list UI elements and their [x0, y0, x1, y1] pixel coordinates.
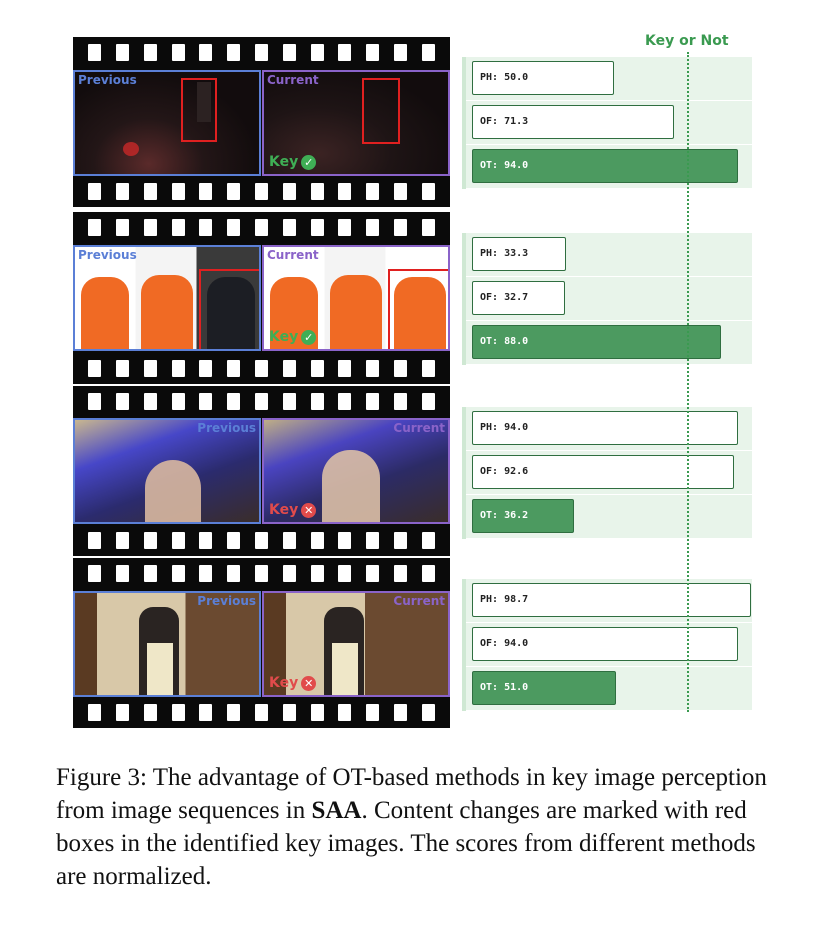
figure-caption [56, 761, 776, 893]
change-box [362, 78, 400, 144]
score-label: OT: 88.0 [480, 336, 529, 347]
score-bar-ph [472, 411, 738, 445]
score-bar-ph [472, 237, 566, 271]
score-label: OF: 32.7 [480, 292, 529, 303]
check-circle-icon: ✓ [301, 330, 316, 345]
score-label: PH: 98.7 [480, 594, 529, 605]
check-circle-icon: ✓ [301, 155, 316, 170]
sprocket-holes [73, 179, 450, 204]
film-strip-1 [73, 37, 450, 207]
group-separator [462, 579, 466, 711]
change-box [199, 269, 261, 351]
score-label: OF: 94.0 [480, 638, 529, 649]
key-indicator [269, 675, 316, 691]
previous-label: Previous [197, 594, 256, 608]
caption-text-end: . Content changes are marked with red boxes in the identified key images. The scores from different methods are normalized. [56, 797, 756, 890]
previous-label: Previous [78, 248, 137, 262]
sprocket-holes [73, 389, 450, 414]
score-bar-ot [472, 499, 574, 533]
sprocket-holes [73, 356, 450, 381]
key-or-not-label: Key or Not [645, 33, 729, 49]
film-strip-3 [73, 386, 450, 556]
previous-frame [73, 418, 261, 524]
sprocket-holes [73, 40, 450, 65]
previous-frame [73, 591, 261, 697]
key-label: Key [269, 154, 299, 170]
previous-frame [73, 70, 261, 176]
current-frame [262, 591, 450, 697]
group-separator [462, 233, 466, 365]
film-strip-4 [73, 558, 450, 728]
current-label: Current [267, 73, 319, 87]
score-bar-ot [472, 325, 721, 359]
score-label: OF: 92.6 [480, 466, 529, 477]
key-indicator [269, 329, 316, 345]
current-label: Current [393, 421, 445, 435]
change-box [388, 269, 450, 351]
score-label: OT: 51.0 [480, 682, 529, 693]
current-label: Current [267, 248, 319, 262]
score-bar-of [472, 281, 565, 315]
score-bar-ph [472, 61, 614, 95]
group-separator [462, 57, 466, 189]
key-label: Key [269, 329, 299, 345]
key-indicator [269, 154, 316, 170]
group-separator [462, 407, 466, 539]
score-label: OF: 71.3 [480, 116, 529, 127]
score-bar-of [472, 105, 674, 139]
sprocket-holes [73, 528, 450, 553]
score-label: PH: 94.0 [480, 422, 529, 433]
current-frame [262, 70, 450, 176]
previous-frame [73, 245, 261, 351]
score-label: PH: 33.3 [480, 248, 529, 259]
key-indicator [269, 502, 316, 518]
score-bar-of [472, 627, 738, 661]
score-bar-ot [472, 149, 738, 183]
previous-label: Previous [197, 421, 256, 435]
film-strip-2 [73, 212, 450, 384]
sprocket-holes [73, 700, 450, 725]
score-bar-ot [472, 671, 616, 705]
key-label: Key [269, 502, 299, 518]
current-frame [262, 245, 450, 351]
change-box [181, 78, 217, 142]
score-bar-ph [472, 583, 751, 617]
sprocket-holes [73, 561, 450, 586]
score-label: OT: 94.0 [480, 160, 529, 171]
current-label: Current [393, 594, 445, 608]
score-label: OT: 36.2 [480, 510, 529, 521]
score-label: PH: 50.0 [480, 72, 529, 83]
x-circle-icon: ✕ [301, 503, 316, 518]
score-bar-of [472, 455, 734, 489]
key-label: Key [269, 675, 299, 691]
caption-bold: SAA [311, 797, 362, 824]
previous-label: Previous [78, 73, 137, 87]
key-threshold-line [687, 52, 689, 712]
sprocket-holes [73, 215, 450, 240]
caption-text: Figure 3: The advantage of OT-based methods in key image perception from image sequences in [56, 764, 767, 824]
current-frame [262, 418, 450, 524]
x-circle-icon: ✕ [301, 676, 316, 691]
